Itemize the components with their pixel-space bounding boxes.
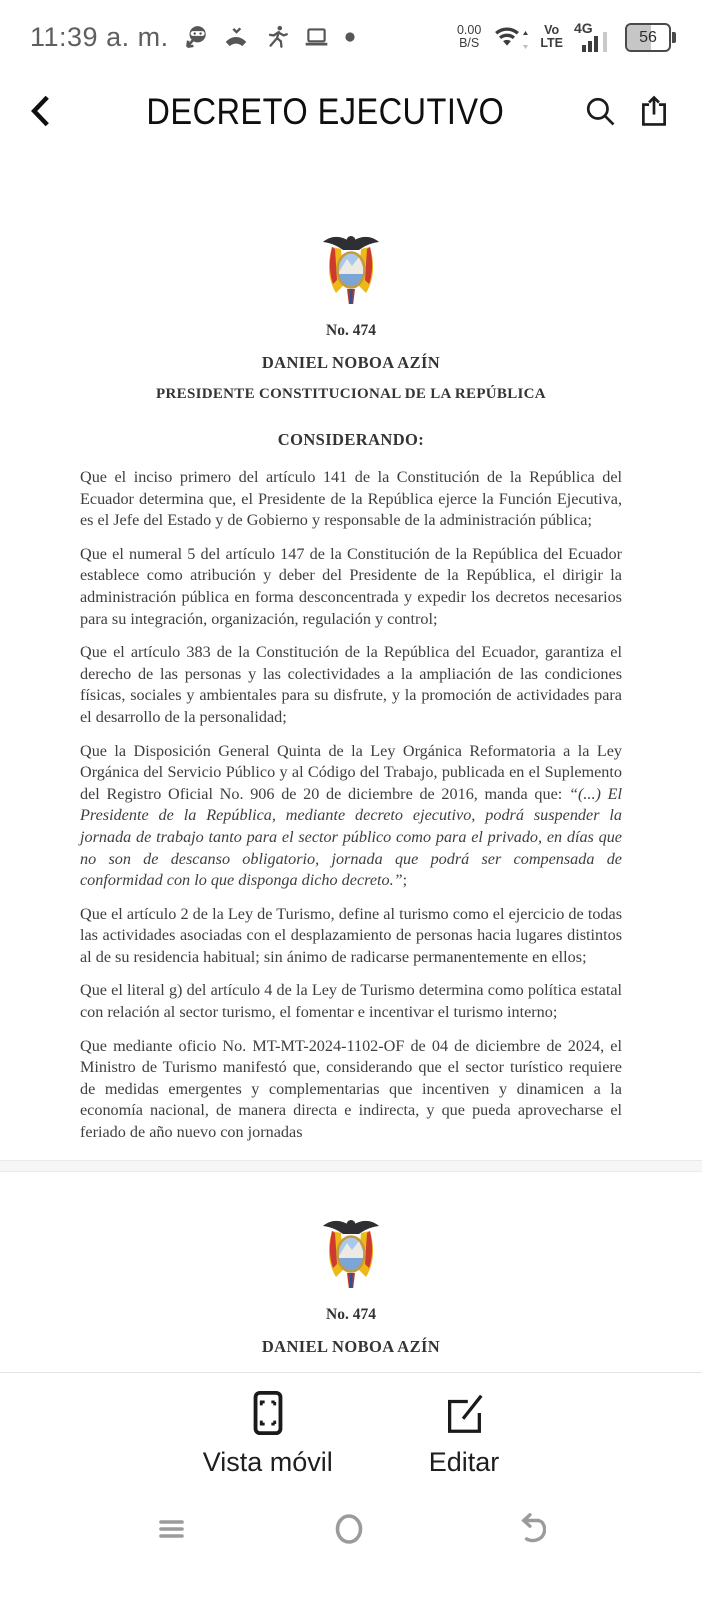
share-icon — [637, 94, 671, 131]
ecuador-coat-of-arms — [0, 1214, 702, 1294]
decree-paragraph: Que el numeral 5 del artículo 147 de la Constitución de la República del Ecuador establece como atribución y deber del Presidente de la República, el dirigir la administración pública en forma desconcentrada y expedir los decretos necesarios para su integración, organización, regulación y control; — [80, 544, 622, 628]
page-divider — [0, 1160, 702, 1172]
mobile-view-button[interactable] — [203, 1389, 333, 1490]
status-bar — [0, 0, 702, 64]
document-viewport[interactable] — [0, 160, 702, 1372]
signal-bars-icon: 4G — [574, 20, 614, 54]
wifi-icon — [492, 24, 529, 50]
bottom-toolbar — [0, 1372, 702, 1490]
home-circle-icon — [332, 1511, 366, 1550]
nav-back-button[interactable] — [510, 1512, 546, 1549]
mobile-view-icon — [245, 1389, 291, 1440]
data-rate-indicator: 0.00 B/S — [456, 23, 482, 50]
decree-body — [0, 467, 702, 1144]
decree-paragraph: Que el artículo 383 de la Constitución de la República del Ecuador, garantiza el derecho de las personas y las colectividades a la ampliación de las condiciones físicas, sociales y ambientales para su disfrute, y la promoción de actividades para el desarrollo de la personalidad; — [80, 643, 622, 726]
volte-indicator: Vo LTE — [540, 23, 563, 50]
decree-paragraph: Que el literal g) del artículo 4 de la Ley de Turismo determina como política estatal con relación al sector turismo, el fomentar e incentivar el turismo interno; — [80, 981, 622, 1022]
decree-paragraph: Que mediante oficio No. MT-MT-2024-1102-OF de 04 de diciembre de 2024, el Ministro de Turismo manifestó que, considerando que el sector turístico requiere de medidas emergentes y complementarias que incentiven y dinamicen a la economía nacional, de manera directa e indirecta, y que pueda aprovecharse el feriado de año nuevo con jornadas — [80, 1036, 622, 1142]
search-button[interactable] — [572, 94, 628, 131]
search-icon — [583, 94, 617, 131]
battery-percent: 56 — [639, 28, 657, 46]
back-nav-icon — [510, 1512, 546, 1549]
back-button[interactable] — [26, 93, 78, 132]
runner-icon — [263, 24, 289, 50]
president-name: DANIEL NOBOA AZÍN — [261, 1337, 441, 1356]
ecuador-coat-of-arms — [0, 230, 702, 310]
status-time: 11:39 a. m. — [30, 21, 169, 52]
nav-home-button[interactable] — [332, 1511, 366, 1550]
notification-dot-icon — [344, 31, 356, 43]
decree-paragraph-with-quote: Que la Disposición General Quinta de la Ley Orgánica Reformatoria a la Ley Orgánica del Servicio Público y al Código del Trabajo, publicada en el Suplemento del Registro Oficial No. 906 de 20 de diciembre de 2016, manda que: “(...) El Presidente de la República, mediante decreto ejecutivo, podrá suspender la jornada de trabajo tanto para el sector público como para el privado, en días que no son de descanso obligatorio, jornada que podrá ser compensada de conformidad con lo que disponga dicho decreto.”; — [80, 741, 622, 890]
back-icon — [26, 93, 56, 132]
president-title: PRESIDENTE CONSTITUCIONAL DE LA REPÚBLICA — [156, 386, 546, 402]
menu-icon — [156, 1513, 188, 1548]
edit-label: Editar — [428, 1447, 500, 1477]
edit-button[interactable] — [429, 1389, 500, 1490]
helmet-face-icon — [183, 24, 209, 50]
document-page-2 — [0, 1172, 702, 1372]
app-header — [0, 64, 702, 160]
share-button[interactable] — [628, 94, 680, 131]
system-navigation-bar — [0, 1490, 702, 1600]
decree-paragraph: Que el inciso primero del artículo 141 de la Constitución de la República del Ecuador determina que, el Presidente de la República ejerce la Función Ejecutiva, es el Jefe del Estado y de Gobierno y responsable de la administración pública; — [80, 468, 622, 530]
document-page-1 — [0, 160, 702, 1160]
nav-menu-button[interactable] — [156, 1513, 188, 1548]
legal-quote: “(...) El Presidente de la República, mediante decreto ejecutivo, podrá suspender la jornada de trabajo tanto para el sector público como para el privado, en días que no son de descanso obligatorio, jornada que podrá ser compensada de conformidad con lo que disponga dicho decreto.” — [80, 784, 622, 890]
missed-call-icon — [223, 24, 249, 50]
section-heading: CONSIDERANDO: — [277, 430, 425, 449]
battery-icon — [625, 23, 676, 52]
decree-number: No. 474 — [326, 322, 376, 339]
mobile-view-label: Vista móvil — [202, 1447, 333, 1477]
laptop-icon — [303, 24, 330, 50]
page-title: DECRETO EJECUTIVO — [146, 91, 504, 132]
president-name: DANIEL NOBOA AZÍN — [261, 353, 441, 372]
decree-number: No. 474 — [326, 1306, 376, 1323]
decree-paragraph: Que el artículo 2 de la Ley de Turismo, define al turismo como el ejercicio de todas las actividades asociadas con el desplazamiento de personas hacia lugares distintos al de su residencia habitual; sin ánimo de radicarse permanentemente en ellos; — [80, 904, 622, 966]
edit-icon — [441, 1389, 487, 1440]
